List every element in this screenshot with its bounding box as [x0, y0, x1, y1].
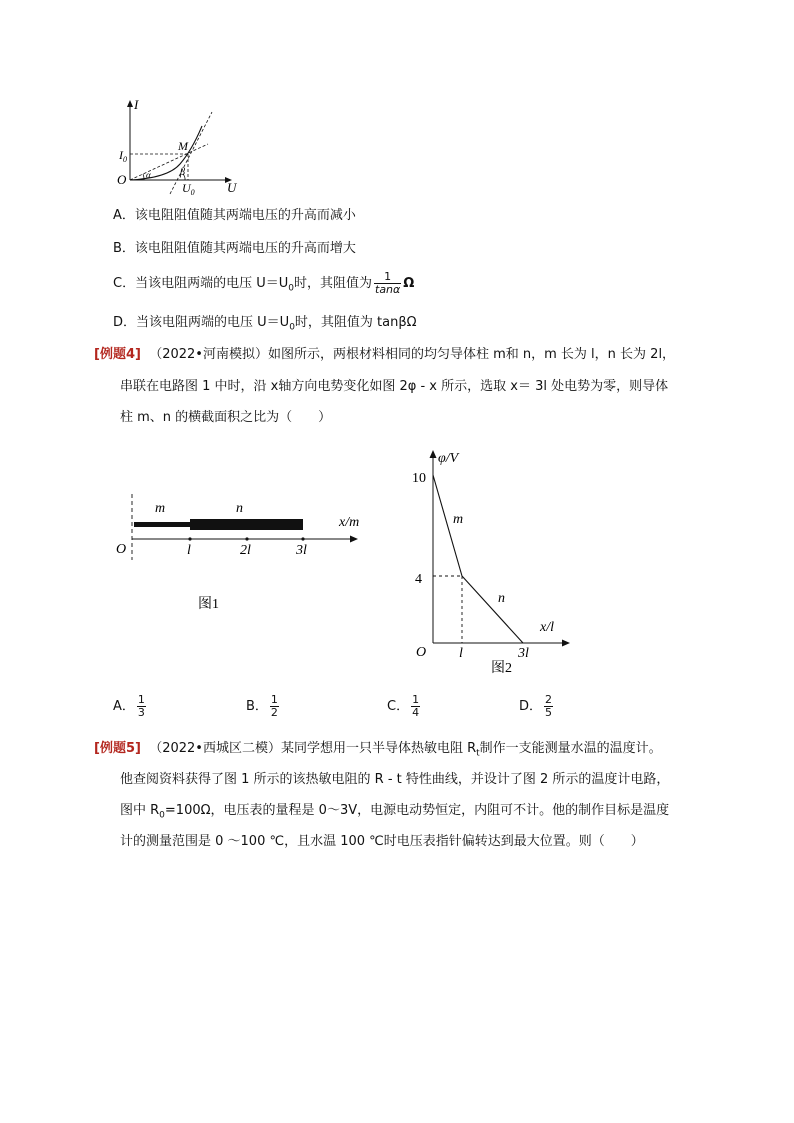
- origin-label: O: [117, 172, 127, 187]
- option-d: [113, 315, 417, 336]
- ex4-option-d: [519, 694, 555, 719]
- example5-line3: [120, 803, 669, 824]
- frac-num: 1: [137, 693, 145, 706]
- option-letter: D．: [519, 699, 543, 714]
- example5-text1: （2022•西城区二模）某同学想用一只半导体热敏电阻 R: [149, 741, 477, 756]
- frac-den: 2: [270, 706, 278, 719]
- fig1-x-arrow: [350, 536, 358, 543]
- figure1: [110, 488, 370, 618]
- option-letter: C．: [387, 699, 410, 714]
- m-point-label: M: [178, 139, 188, 153]
- example4-text1: （2022•河南模拟）如图所示，两根材料相同的均匀导体柱 m和 n，m 长为 l，n 长为 2l，: [149, 347, 676, 362]
- fig2-label-m: m: [453, 512, 464, 527]
- fig1-axis-label: x/m: [339, 515, 360, 530]
- i0-label: $I_0$: [119, 148, 127, 164]
- fig2-x-arrow: [562, 640, 570, 647]
- fig1-label-n: n: [236, 501, 243, 516]
- option-c: [113, 270, 414, 303]
- option-fraction: [544, 694, 553, 719]
- example5-text3b: =100Ω，电压表的量程是 0～3V，电源电动势恒定，内阻可不计。他的制作目标是温度: [164, 803, 670, 818]
- fig1-tick-l-label: l: [187, 543, 191, 558]
- frac-den: 4: [412, 706, 420, 719]
- u0-label: $U_0$: [182, 181, 195, 197]
- option-fraction: [411, 694, 420, 719]
- option-b: B．该电阻阻值随其两端电压的升高而增大: [113, 241, 356, 256]
- option-c-mid: 时，其阻值为: [293, 276, 372, 291]
- i-axis-label: I: [134, 98, 139, 112]
- example5-line2: 他查阅资料获得了图 1 所示的该热敏电阻的 R - t 特性曲线，并设计了图 2 所示的温度计电路，: [120, 772, 670, 787]
- example5-sub: t: [476, 748, 480, 759]
- fig1-caption: 图1: [198, 597, 219, 612]
- iu-graph: [110, 98, 250, 198]
- example5-text3: 图中 R: [120, 803, 160, 818]
- om-line: [130, 144, 208, 180]
- example4-line1: [94, 347, 675, 363]
- fig1-tick-3l: [301, 537, 304, 540]
- frac-num: 1: [270, 693, 278, 706]
- ex4-option-c: [387, 694, 422, 719]
- fig2-tick-l: l: [459, 646, 463, 661]
- ex4-option-b: [246, 694, 281, 719]
- fig2-x-label: x/l: [540, 620, 554, 635]
- example4-tag: [例题4]: [94, 347, 141, 362]
- u-axis-label: U: [227, 180, 237, 195]
- fig2-line-n: [462, 576, 523, 643]
- fig2-y-label: φ/V: [438, 451, 459, 466]
- frac-num: 1: [412, 693, 420, 706]
- tangent-line: [170, 112, 212, 194]
- example5-text1b: 制作一支能测量水温的温度计。: [479, 741, 662, 756]
- option-c-sub: 0: [288, 283, 294, 294]
- fig2-tick-3l: 3l: [518, 646, 529, 661]
- fig2-y10: 10: [412, 471, 426, 486]
- option-c-fraction: [374, 271, 401, 296]
- example4-line2: 串联在电路图 1 中时，沿 x轴方向电势变化如图 2φ - x 所示，选取 x＝ 3l 处电势为零，则导体: [120, 379, 669, 394]
- i-axis-arrow: [127, 100, 133, 107]
- alpha-label: α: [146, 170, 151, 180]
- option-fraction: [137, 694, 146, 719]
- frac-num: 1: [374, 271, 401, 284]
- fig2-label-n: n: [498, 591, 505, 606]
- beta-label: β: [180, 167, 185, 178]
- conductor-m: [134, 522, 190, 527]
- fig1-tick-2l: [245, 537, 248, 540]
- option-letter: B．: [246, 699, 268, 714]
- frac-den: 3: [137, 706, 145, 719]
- example5-line4: 计的测量范围是 0 ～100 ℃，且水温 100 ℃时电压表指针偏转达到最大位置。则（ ）: [120, 834, 644, 849]
- fig1-label-m: m: [155, 501, 166, 516]
- example5-line1: [94, 741, 662, 762]
- fig1-tick-2l-label: 2l: [240, 543, 251, 558]
- fig2-y4: 4: [415, 572, 422, 587]
- example5-tag: [例题5]: [94, 741, 141, 756]
- fig1-tick-l: [188, 537, 191, 540]
- frac-den: tanα: [375, 283, 401, 296]
- option-d-text: D．当该电阻两端的电压 U＝U: [113, 315, 290, 330]
- option-d-mid: 时，其阻值为 tanβΩ: [294, 315, 417, 330]
- frac-den: 5: [545, 706, 553, 719]
- figure2: [405, 445, 585, 680]
- fig2-y-arrow: [430, 450, 437, 458]
- option-letter: A．: [113, 699, 135, 714]
- conductor-n: [190, 519, 303, 530]
- fig1-origin: O: [116, 542, 127, 557]
- option-a: A．该电阻阻值随其两端电压的升高而减小: [113, 208, 356, 223]
- frac-num: 2: [545, 693, 553, 706]
- ex4-option-a: [113, 694, 148, 719]
- option-fraction: [270, 694, 279, 719]
- fig2-origin: O: [416, 645, 427, 660]
- option-c-text: C．当该电阻两端的电压 U＝U: [113, 276, 289, 291]
- example5-sub0: 0: [159, 810, 165, 821]
- option-d-sub: 0: [289, 322, 295, 333]
- option-c-unit: Ω: [403, 276, 415, 291]
- fig2-caption: 图2: [491, 661, 512, 676]
- fig1-tick-3l-label: 3l: [296, 543, 307, 558]
- example4-line3: 柱 m、n 的横截面积之比为（ ）: [120, 410, 332, 425]
